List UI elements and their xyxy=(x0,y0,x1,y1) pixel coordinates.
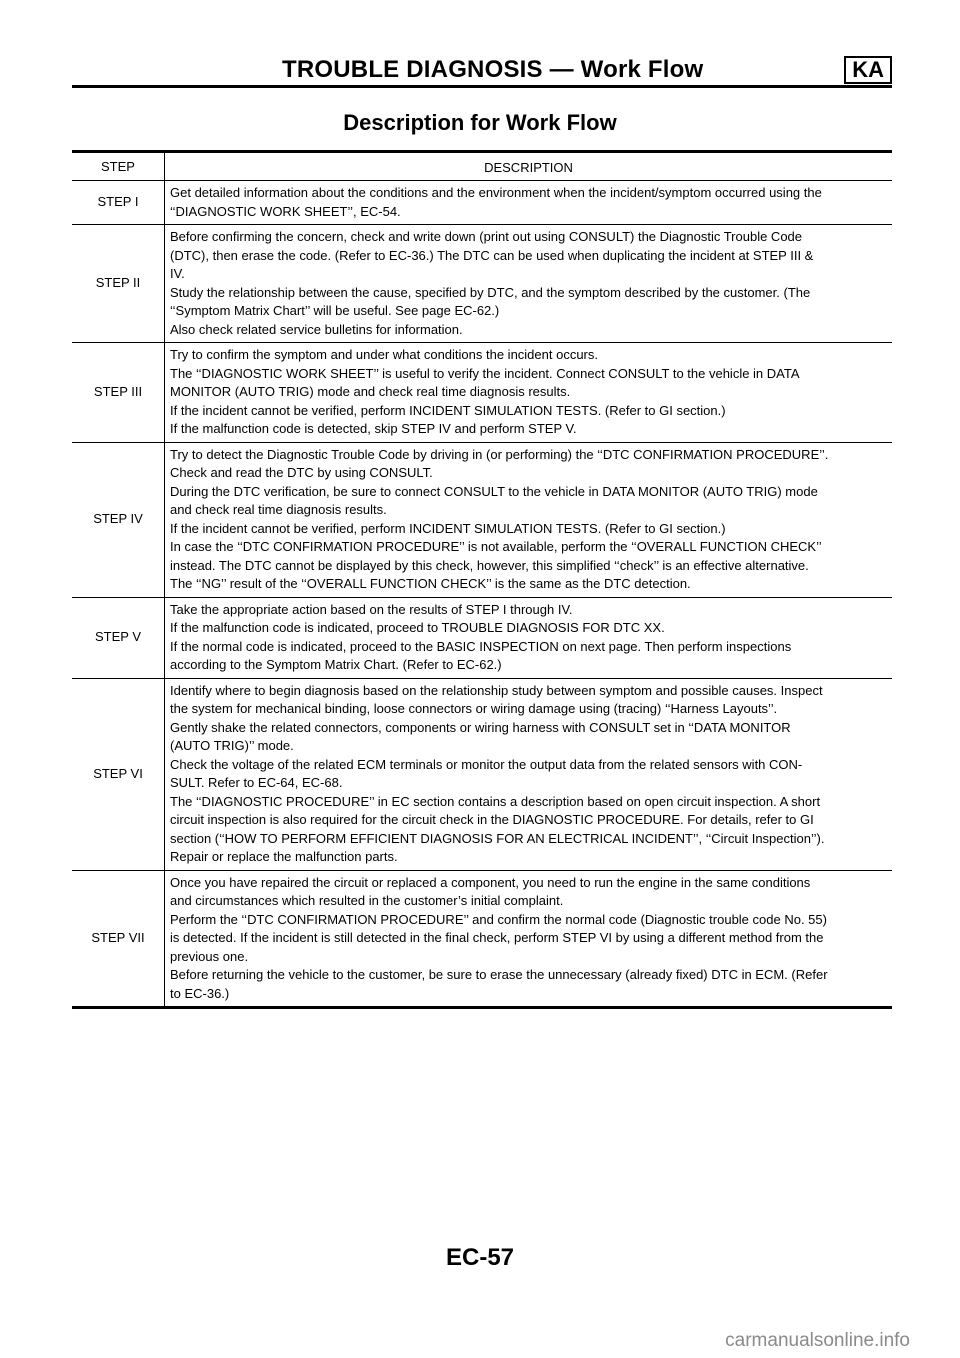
description-line: If the malfunction code is indicated, proceed to TROUBLE DIAGNOSIS FOR DTC XX. xyxy=(170,620,665,635)
description-line: IV. xyxy=(170,266,185,281)
description-line: MONITOR (AUTO TRIG) mode and check real time diagnosis results. xyxy=(170,384,571,399)
table-row xyxy=(72,225,892,343)
description-line: Repair or replace the malfunction parts. xyxy=(170,849,398,864)
step-description xyxy=(165,343,893,443)
description-line: SULT. Refer to EC-64, EC-68. xyxy=(170,775,343,790)
table-row xyxy=(72,442,892,597)
description-line: In case the ‘‘DTC CONFIRMATION PROCEDURE’’ is not available, perform the ‘‘OVERALL FUNCTION CHECK’’ xyxy=(170,539,822,554)
table-row xyxy=(72,678,892,870)
description-line: ‘‘DIAGNOSTIC WORK SHEET’’, EC-54. xyxy=(170,203,401,219)
description-line: The ‘‘DIAGNOSTIC WORK SHEET’’ is useful to verify the incident. Connect CONSULT to the vehicle in DATA xyxy=(170,365,800,381)
description-line: to EC-36.) xyxy=(170,985,230,1001)
step-description xyxy=(165,225,893,343)
engine-badge: KA xyxy=(844,56,892,84)
description-line: If the normal code is indicated, proceed to the BASIC INSPECTION on next page. Then perform inspections xyxy=(170,638,792,654)
description-line: Study the relationship between the cause, specified by DTC, and the symptom described by the customer. (The xyxy=(170,284,811,300)
section-title: Description for Work Flow xyxy=(343,110,617,135)
step-description xyxy=(165,678,893,870)
column-header-step: STEP xyxy=(72,152,165,181)
table-row xyxy=(72,870,892,1008)
step-label: STEP VII xyxy=(72,870,165,1008)
description-line: Perform the ‘‘DTC CONFIRMATION PROCEDURE’’ and confirm the normal code (Diagnostic trouble code No. 55) xyxy=(170,911,827,927)
description-line: Gently shake the related connectors, components or wiring harness with CONSULT set in ‘‘DATA MONITOR xyxy=(170,719,791,735)
description-line: Try to confirm the symptom and under what conditions the incident occurs. xyxy=(170,347,598,362)
step-description xyxy=(165,870,893,1008)
page-header xyxy=(72,54,892,88)
description-line: During the DTC verification, be sure to connect CONSULT to the vehicle in DATA MONITOR (AUTO TRIG) mode xyxy=(170,483,818,499)
description-line: Identify where to begin diagnosis based on the relationship study between symptom and possible causes. Inspect xyxy=(170,682,823,698)
description-line: Try to detect the Diagnostic Trouble Code by driving in (or performing) the ‘‘DTC CONFIRMATION PROCEDURE’’. xyxy=(170,446,829,462)
table-row xyxy=(72,597,892,678)
table-header-row xyxy=(72,152,892,181)
column-header-description: DESCRIPTION xyxy=(165,152,893,181)
table-body xyxy=(72,181,892,1008)
description-line: Check the voltage of the related ECM terminals or monitor the output data from the related sensors with CON- xyxy=(170,756,803,772)
step-label: STEP VI xyxy=(72,678,165,870)
description-line: If the incident cannot be verified, perform INCIDENT SIMULATION TESTS. (Refer to GI section.) xyxy=(170,520,726,536)
description-line: Before returning the vehicle to the customer, be sure to erase the unnecessary (already fixed) DTC in ECM. (Refer xyxy=(170,967,828,982)
step-label: STEP IV xyxy=(72,442,165,597)
description-line: The ‘‘DIAGNOSTIC PROCEDURE’’ in EC section contains a description based on open circuit inspection. A short xyxy=(170,793,821,809)
step-label: STEP V xyxy=(72,597,165,678)
description-line: circuit inspection is also required for the circuit check in the DIAGNOSTIC PROCEDURE. For details, refer to GI xyxy=(170,812,814,827)
description-line: Get detailed information about the conditions and the environment when the incident/symptom occurred using the xyxy=(170,185,822,200)
step-label: STEP I xyxy=(72,181,165,225)
header-title: TROUBLE DIAGNOSIS — Work Flow xyxy=(282,56,704,83)
description-line: instead. The DTC cannot be displayed by this check, however, this simplified ‘‘check’’ is an effective alternative. xyxy=(170,557,809,573)
step-label: STEP III xyxy=(72,343,165,443)
description-line: If the malfunction code is detected, skip STEP IV and perform STEP V. xyxy=(170,421,577,436)
description-line: Once you have repaired the circuit or replaced a component, you need to run the engine in the same conditions xyxy=(170,874,811,890)
description-line: Also check related service bulletins for information. xyxy=(170,321,463,337)
step-description xyxy=(165,181,893,225)
description-line: Take the appropriate action based on the results of STEP I through IV. xyxy=(170,601,573,617)
watermark: carmanualsonline.info xyxy=(725,1330,910,1351)
description-line: previous one. xyxy=(170,948,249,964)
description-line: and circumstances which resulted in the customer’s initial complaint. xyxy=(170,893,564,908)
description-line: section (‘‘HOW TO PERFORM EFFICIENT DIAGNOSIS FOR AN ELECTRICAL INCIDENT’’, ‘‘Circuit Inspection’’). xyxy=(170,830,825,846)
table-row xyxy=(72,343,892,443)
description-line: and check real time diagnosis results. xyxy=(170,502,387,517)
description-line: (DTC), then erase the code. (Refer to EC-36.) The DTC can be used when duplicating the incident at STEP III & xyxy=(170,247,814,263)
work-flow-table xyxy=(72,150,892,1009)
description-line: (AUTO TRIG)’’ mode. xyxy=(170,738,294,753)
description-line: Before confirming the concern, check and write down (print out using CONSULT) the Diagnostic Trouble Code xyxy=(170,229,803,244)
work-flow-table-wrap xyxy=(72,150,892,1009)
header-rule xyxy=(72,85,892,88)
description-line: is detected. If the incident is still detected in the final check, perform STEP VI by using a different method from the xyxy=(170,930,824,945)
description-line: If the incident cannot be verified, perform INCIDENT SIMULATION TESTS. (Refer to GI section.) xyxy=(170,402,726,418)
table-row xyxy=(72,181,892,225)
description-line: according to the Symptom Matrix Chart. (Refer to EC-62.) xyxy=(170,657,502,672)
description-line: the system for mechanical binding, loose connectors or wiring damage using (tracing) ‘‘Harness Layouts’’. xyxy=(170,701,778,716)
step-description xyxy=(165,597,893,678)
step-label: STEP II xyxy=(72,225,165,343)
description-line: The ‘‘NG’’ result of the ‘‘OVERALL FUNCTION CHECK’’ is the same as the DTC detection. xyxy=(170,576,691,591)
description-line: ‘‘Symptom Matrix Chart’’ will be useful. See page EC-62.) xyxy=(170,303,500,318)
step-description xyxy=(165,442,893,597)
page-number: EC-57 xyxy=(445,1244,515,1271)
description-line: Check and read the DTC by using CONSULT. xyxy=(170,465,433,480)
